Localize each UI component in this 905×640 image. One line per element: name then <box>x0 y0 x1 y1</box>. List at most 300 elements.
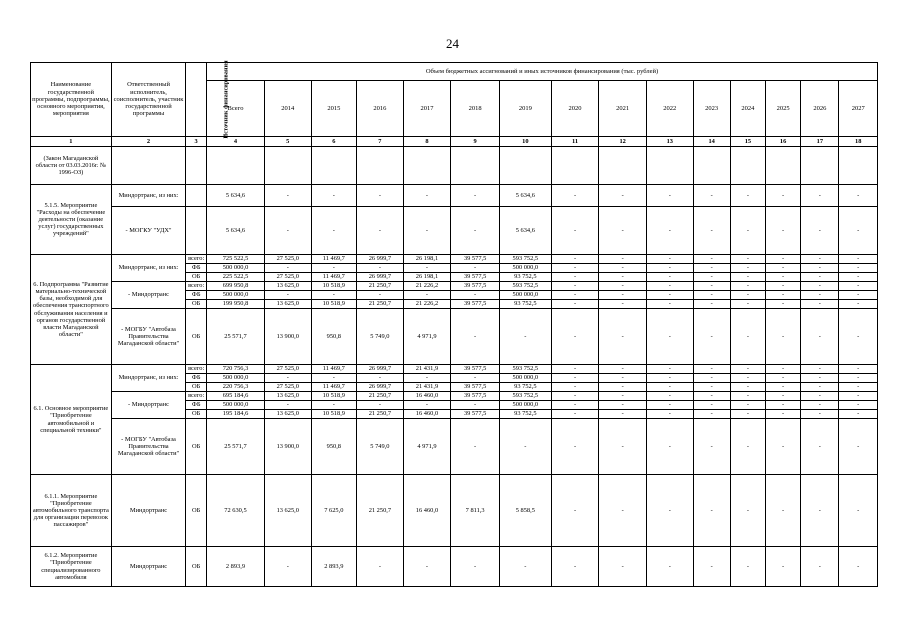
value-cell: 725 522,5 <box>207 255 265 264</box>
value-cell: 25 571,7 <box>207 309 265 365</box>
value-cell: 593 752,5 <box>499 255 551 264</box>
empty-cell <box>499 147 551 185</box>
value-cell: 5 749,0 <box>357 309 404 365</box>
value-cell: - <box>451 309 500 365</box>
value-cell: - <box>801 419 839 475</box>
value-cell: - <box>730 475 765 547</box>
value-cell: 13 900,0 <box>264 309 311 365</box>
header-volume: Объем бюджетных ассигнований и иных источников финансирования (тыс. рублей) <box>207 63 878 81</box>
empty-cell <box>451 147 500 185</box>
empty-cell <box>693 147 730 185</box>
value-cell: - <box>403 264 451 273</box>
value-cell: 39 577,5 <box>451 282 500 291</box>
value-cell: - <box>730 401 765 410</box>
column-number-row <box>31 137 878 147</box>
value-cell: 39 577,5 <box>451 255 500 264</box>
value-cell: - <box>766 255 801 264</box>
table-row <box>31 255 878 264</box>
column-number: 18 <box>839 137 878 147</box>
row-name: 6.1.2. Мероприятие "Приобретение специализированного автомобиля <box>31 547 112 587</box>
value-cell: - <box>451 185 500 207</box>
value-cell: 11 469,7 <box>311 273 357 282</box>
value-cell: - <box>646 309 693 365</box>
value-cell: 25 571,7 <box>207 419 265 475</box>
value-cell: 21 250,7 <box>357 410 404 419</box>
table-row <box>31 207 878 255</box>
value-cell: - <box>599 365 647 374</box>
column-number: 7 <box>357 137 404 147</box>
row-source: ОБ <box>186 410 207 419</box>
empty-cell <box>599 147 647 185</box>
value-cell: - <box>839 273 878 282</box>
value-cell: 10 518,9 <box>311 410 357 419</box>
value-cell: 699 950,8 <box>207 282 265 291</box>
value-cell: 13 625,0 <box>264 392 311 401</box>
column-number: 14 <box>693 137 730 147</box>
value-cell: - <box>801 410 839 419</box>
value-cell: - <box>801 255 839 264</box>
value-cell: 220 756,3 <box>207 383 265 392</box>
value-cell: - <box>357 547 404 587</box>
value-cell: 11 469,7 <box>311 365 357 374</box>
value-cell: 13 625,0 <box>264 410 311 419</box>
value-cell: - <box>599 282 647 291</box>
value-cell: 695 184,6 <box>207 392 265 401</box>
header-executor: Ответственный исполнитель, соисполнитель, участник государственной программы <box>111 63 186 137</box>
value-cell: - <box>766 291 801 300</box>
header-year: 2017 <box>403 81 451 137</box>
value-cell: - <box>766 475 801 547</box>
value-cell: - <box>551 273 599 282</box>
value-cell: - <box>646 475 693 547</box>
empty-cell <box>801 147 839 185</box>
value-cell: - <box>551 547 599 587</box>
value-cell: 2 893,9 <box>207 547 265 587</box>
empty-cell <box>730 147 765 185</box>
value-cell: - <box>599 383 647 392</box>
value-cell: 27 525,0 <box>264 383 311 392</box>
header-total: Всего <box>207 81 265 137</box>
value-cell: 7 625,0 <box>311 475 357 547</box>
empty-cell <box>646 147 693 185</box>
header-year: 2024 <box>730 81 765 137</box>
value-cell: - <box>551 392 599 401</box>
value-cell: - <box>839 264 878 273</box>
value-cell: - <box>766 282 801 291</box>
value-cell: - <box>730 419 765 475</box>
value-cell: - <box>646 392 693 401</box>
row-source: ОБ <box>186 300 207 309</box>
value-cell: - <box>801 365 839 374</box>
value-cell: 11 469,7 <box>311 255 357 264</box>
value-cell: 950,8 <box>311 309 357 365</box>
value-cell: - <box>693 273 730 282</box>
value-cell: - <box>499 547 551 587</box>
value-cell: - <box>839 207 878 255</box>
header-year: 2025 <box>766 81 801 137</box>
column-number: 5 <box>264 137 311 147</box>
value-cell: - <box>311 185 357 207</box>
value-cell: 21 250,7 <box>357 282 404 291</box>
value-cell: - <box>693 255 730 264</box>
value-cell: 21 226,2 <box>403 282 451 291</box>
value-cell: - <box>551 282 599 291</box>
value-cell: - <box>839 282 878 291</box>
value-cell: - <box>693 207 730 255</box>
value-cell: 500 000,0 <box>207 291 265 300</box>
value-cell: 225 522,5 <box>207 273 265 282</box>
value-cell: - <box>646 207 693 255</box>
empty-cell <box>839 147 878 185</box>
value-cell: - <box>264 401 311 410</box>
value-cell: 4 971,9 <box>403 419 451 475</box>
row-executor: - Миндортранс <box>111 392 186 419</box>
value-cell: - <box>839 383 878 392</box>
value-cell: - <box>599 309 647 365</box>
value-cell: - <box>357 264 404 273</box>
row-source: ФБ <box>186 291 207 300</box>
value-cell: - <box>766 185 801 207</box>
row-source: ОБ <box>186 547 207 587</box>
value-cell: - <box>357 401 404 410</box>
value-cell: - <box>801 273 839 282</box>
value-cell: 13 625,0 <box>264 282 311 291</box>
value-cell: - <box>766 264 801 273</box>
header-year: 2019 <box>499 81 551 137</box>
value-cell: - <box>551 410 599 419</box>
column-number: 12 <box>599 137 647 147</box>
column-number: 11 <box>551 137 599 147</box>
value-cell: - <box>451 419 500 475</box>
value-cell: - <box>599 419 647 475</box>
value-cell: - <box>839 255 878 264</box>
value-cell: - <box>551 300 599 309</box>
row-name: 6.1.1. Мероприятие "Приобретение автомобильного транспорта для организации перевозок пассажиров" <box>31 475 112 547</box>
value-cell: 93 752,5 <box>499 383 551 392</box>
value-cell: - <box>693 419 730 475</box>
value-cell: - <box>766 410 801 419</box>
value-cell: - <box>551 365 599 374</box>
value-cell: - <box>693 300 730 309</box>
value-cell: 500 000,0 <box>207 374 265 383</box>
value-cell: - <box>264 374 311 383</box>
value-cell: - <box>730 374 765 383</box>
value-cell: 39 577,5 <box>451 392 500 401</box>
column-number: 9 <box>451 137 500 147</box>
value-cell: - <box>403 374 451 383</box>
value-cell: 26 999,7 <box>357 273 404 282</box>
value-cell: - <box>599 392 647 401</box>
value-cell: 16 460,0 <box>403 475 451 547</box>
header-year: 2027 <box>839 81 878 137</box>
row-name: (Закон Магаданской области от 03.03.2016г. № 1996-ОЗ) <box>31 147 112 185</box>
value-cell: 21 250,7 <box>357 300 404 309</box>
value-cell: 39 577,5 <box>451 273 500 282</box>
value-cell: - <box>311 374 357 383</box>
value-cell: - <box>646 255 693 264</box>
value-cell: 195 184,6 <box>207 410 265 419</box>
value-cell: - <box>403 547 451 587</box>
value-cell: 21 431,9 <box>403 383 451 392</box>
row-source: ФБ <box>186 264 207 273</box>
value-cell: 93 752,5 <box>499 273 551 282</box>
value-cell: - <box>646 300 693 309</box>
value-cell: - <box>264 185 311 207</box>
value-cell: - <box>599 255 647 264</box>
value-cell: - <box>693 309 730 365</box>
column-number: 3 <box>186 137 207 147</box>
value-cell: 950,8 <box>311 419 357 475</box>
value-cell: 13 625,0 <box>264 475 311 547</box>
row-source: ОБ <box>186 419 207 475</box>
value-cell: - <box>311 264 357 273</box>
value-cell: 93 752,5 <box>499 300 551 309</box>
value-cell: 72 630,5 <box>207 475 265 547</box>
value-cell: - <box>451 374 500 383</box>
header-year: 2015 <box>311 81 357 137</box>
value-cell: - <box>357 207 404 255</box>
value-cell: - <box>403 401 451 410</box>
value-cell: - <box>693 365 730 374</box>
row-name: 6.1. Основное мероприятие "Приобретение автомобильной и специальной техники" <box>31 365 112 475</box>
value-cell: - <box>499 309 551 365</box>
value-cell: - <box>311 207 357 255</box>
header-name: Наименование государственной программы, подпрограммы, основного мероприятия, мероприятия <box>31 63 112 137</box>
value-cell: - <box>693 282 730 291</box>
table-row <box>31 392 878 401</box>
value-cell: - <box>839 410 878 419</box>
row-source: всего: <box>186 365 207 374</box>
empty-cell <box>111 147 186 185</box>
value-cell: - <box>599 273 647 282</box>
header-year: 2026 <box>801 81 839 137</box>
value-cell: 21 250,7 <box>357 392 404 401</box>
value-cell: 500 000,0 <box>499 374 551 383</box>
value-cell: - <box>264 291 311 300</box>
value-cell: 26 999,7 <box>357 383 404 392</box>
value-cell: - <box>311 291 357 300</box>
row-source: ФБ <box>186 374 207 383</box>
table-row <box>31 282 878 291</box>
value-cell: - <box>403 185 451 207</box>
value-cell: - <box>551 291 599 300</box>
empty-cell <box>207 147 265 185</box>
value-cell: - <box>551 401 599 410</box>
empty-cell <box>551 147 599 185</box>
value-cell: 39 577,5 <box>451 365 500 374</box>
value-cell: - <box>730 410 765 419</box>
row-executor: - Миндортранс <box>111 282 186 309</box>
value-cell: - <box>357 291 404 300</box>
table-row <box>31 185 878 207</box>
value-cell: - <box>730 383 765 392</box>
value-cell: - <box>646 410 693 419</box>
value-cell: - <box>766 392 801 401</box>
value-cell: 5 634,6 <box>499 185 551 207</box>
value-cell: 27 525,0 <box>264 365 311 374</box>
value-cell: - <box>839 401 878 410</box>
value-cell: - <box>801 383 839 392</box>
value-cell: 10 518,9 <box>311 392 357 401</box>
value-cell: - <box>451 207 500 255</box>
value-cell: - <box>599 264 647 273</box>
value-cell: - <box>551 374 599 383</box>
value-cell: - <box>730 300 765 309</box>
column-number: 4 <box>207 137 265 147</box>
value-cell: - <box>551 309 599 365</box>
value-cell: 39 577,5 <box>451 383 500 392</box>
value-cell: - <box>839 392 878 401</box>
value-cell: - <box>839 374 878 383</box>
value-cell: 13 900,0 <box>264 419 311 475</box>
value-cell: - <box>839 309 878 365</box>
header-source <box>186 60 230 139</box>
value-cell: - <box>730 291 765 300</box>
column-number: 6 <box>311 137 357 147</box>
value-cell: - <box>264 207 311 255</box>
value-cell: - <box>801 392 839 401</box>
value-cell: - <box>599 547 647 587</box>
value-cell: 93 752,5 <box>499 410 551 419</box>
value-cell: - <box>839 475 878 547</box>
value-cell: 27 525,0 <box>264 255 311 264</box>
value-cell: - <box>403 207 451 255</box>
value-cell: - <box>499 419 551 475</box>
value-cell: - <box>766 401 801 410</box>
header-year: 2018 <box>451 81 500 137</box>
value-cell: 27 525,0 <box>264 273 311 282</box>
row-executor: Миндортранс, из них: <box>111 185 186 207</box>
column-number: 10 <box>499 137 551 147</box>
value-cell: - <box>693 374 730 383</box>
value-cell: - <box>801 309 839 365</box>
table-row <box>31 475 878 547</box>
header-year: 2016 <box>357 81 404 137</box>
value-cell: 5 634,6 <box>207 207 265 255</box>
value-cell: 4 971,9 <box>403 309 451 365</box>
value-cell: 10 518,9 <box>311 300 357 309</box>
row-source: всего: <box>186 255 207 264</box>
value-cell: 21 226,2 <box>403 300 451 309</box>
value-cell: 13 625,0 <box>264 300 311 309</box>
value-cell: 26 999,7 <box>357 365 404 374</box>
column-number: 15 <box>730 137 765 147</box>
value-cell: - <box>599 185 647 207</box>
header-source-label: Источник финансирования <box>222 60 230 139</box>
table-row <box>31 547 878 587</box>
value-cell: - <box>766 273 801 282</box>
value-cell: 500 000,0 <box>499 291 551 300</box>
value-cell: - <box>766 419 801 475</box>
value-cell: - <box>839 419 878 475</box>
value-cell: - <box>801 475 839 547</box>
header-year: 2023 <box>693 81 730 137</box>
value-cell: - <box>693 264 730 273</box>
value-cell: - <box>311 401 357 410</box>
row-executor: Миндортранс <box>111 547 186 587</box>
row-executor: - МОГБУ "Автобаза Правительства Магаданской области" <box>111 309 186 365</box>
empty-cell <box>357 147 404 185</box>
value-cell: - <box>646 365 693 374</box>
header-year: 2020 <box>551 81 599 137</box>
value-cell: 16 460,0 <box>403 410 451 419</box>
value-cell: 26 999,7 <box>357 255 404 264</box>
value-cell: 5 634,6 <box>207 185 265 207</box>
value-cell: - <box>599 410 647 419</box>
value-cell: 593 752,5 <box>499 392 551 401</box>
value-cell: - <box>646 383 693 392</box>
value-cell: - <box>801 185 839 207</box>
value-cell: - <box>766 207 801 255</box>
value-cell: - <box>730 392 765 401</box>
table-row <box>31 309 878 365</box>
value-cell: - <box>766 374 801 383</box>
value-cell: - <box>599 207 647 255</box>
column-number: 1 <box>31 137 112 147</box>
value-cell: - <box>693 547 730 587</box>
column-number: 2 <box>111 137 186 147</box>
value-cell: - <box>646 419 693 475</box>
row-source: всего: <box>186 392 207 401</box>
value-cell: - <box>801 207 839 255</box>
row-executor: - МОГКУ "УДХ" <box>111 207 186 255</box>
header-row <box>31 63 878 81</box>
row-source: ОБ <box>186 309 207 365</box>
row-source: всего: <box>186 282 207 291</box>
row-source: ФБ <box>186 401 207 410</box>
value-cell: 5 749,0 <box>357 419 404 475</box>
value-cell: - <box>801 547 839 587</box>
row-source: ОБ <box>186 383 207 392</box>
value-cell: - <box>264 264 311 273</box>
value-cell: - <box>646 547 693 587</box>
value-cell: - <box>551 185 599 207</box>
value-cell: - <box>551 475 599 547</box>
value-cell: - <box>599 475 647 547</box>
value-cell: 7 811,3 <box>451 475 500 547</box>
empty-cell <box>311 147 357 185</box>
value-cell: - <box>730 255 765 264</box>
value-cell: - <box>599 374 647 383</box>
value-cell: - <box>646 264 693 273</box>
value-cell: 199 950,8 <box>207 300 265 309</box>
page-number: 24 <box>446 36 459 51</box>
value-cell: 500 000,0 <box>207 401 265 410</box>
value-cell: - <box>766 547 801 587</box>
value-cell: - <box>730 207 765 255</box>
value-cell: 500 000,0 <box>207 264 265 273</box>
value-cell: - <box>357 374 404 383</box>
value-cell: 26 198,1 <box>403 255 451 264</box>
value-cell: - <box>730 365 765 374</box>
value-cell: - <box>839 547 878 587</box>
row-name: 6. Подпрограмма "Развитие материально-технической базы, необходимой для обеспечения транспортного обслуживания населения и органов государственной власти Магаданской области" <box>31 255 112 365</box>
column-number: 16 <box>766 137 801 147</box>
value-cell: - <box>646 273 693 282</box>
value-cell: - <box>839 300 878 309</box>
value-cell: - <box>801 264 839 273</box>
value-cell: - <box>730 273 765 282</box>
row-source: ОБ <box>186 475 207 547</box>
value-cell: 11 469,7 <box>311 383 357 392</box>
value-cell: - <box>646 291 693 300</box>
value-cell: - <box>730 264 765 273</box>
value-cell: - <box>766 365 801 374</box>
value-cell: - <box>646 401 693 410</box>
value-cell: 21 250,7 <box>357 475 404 547</box>
empty-cell <box>403 147 451 185</box>
value-cell: - <box>357 185 404 207</box>
